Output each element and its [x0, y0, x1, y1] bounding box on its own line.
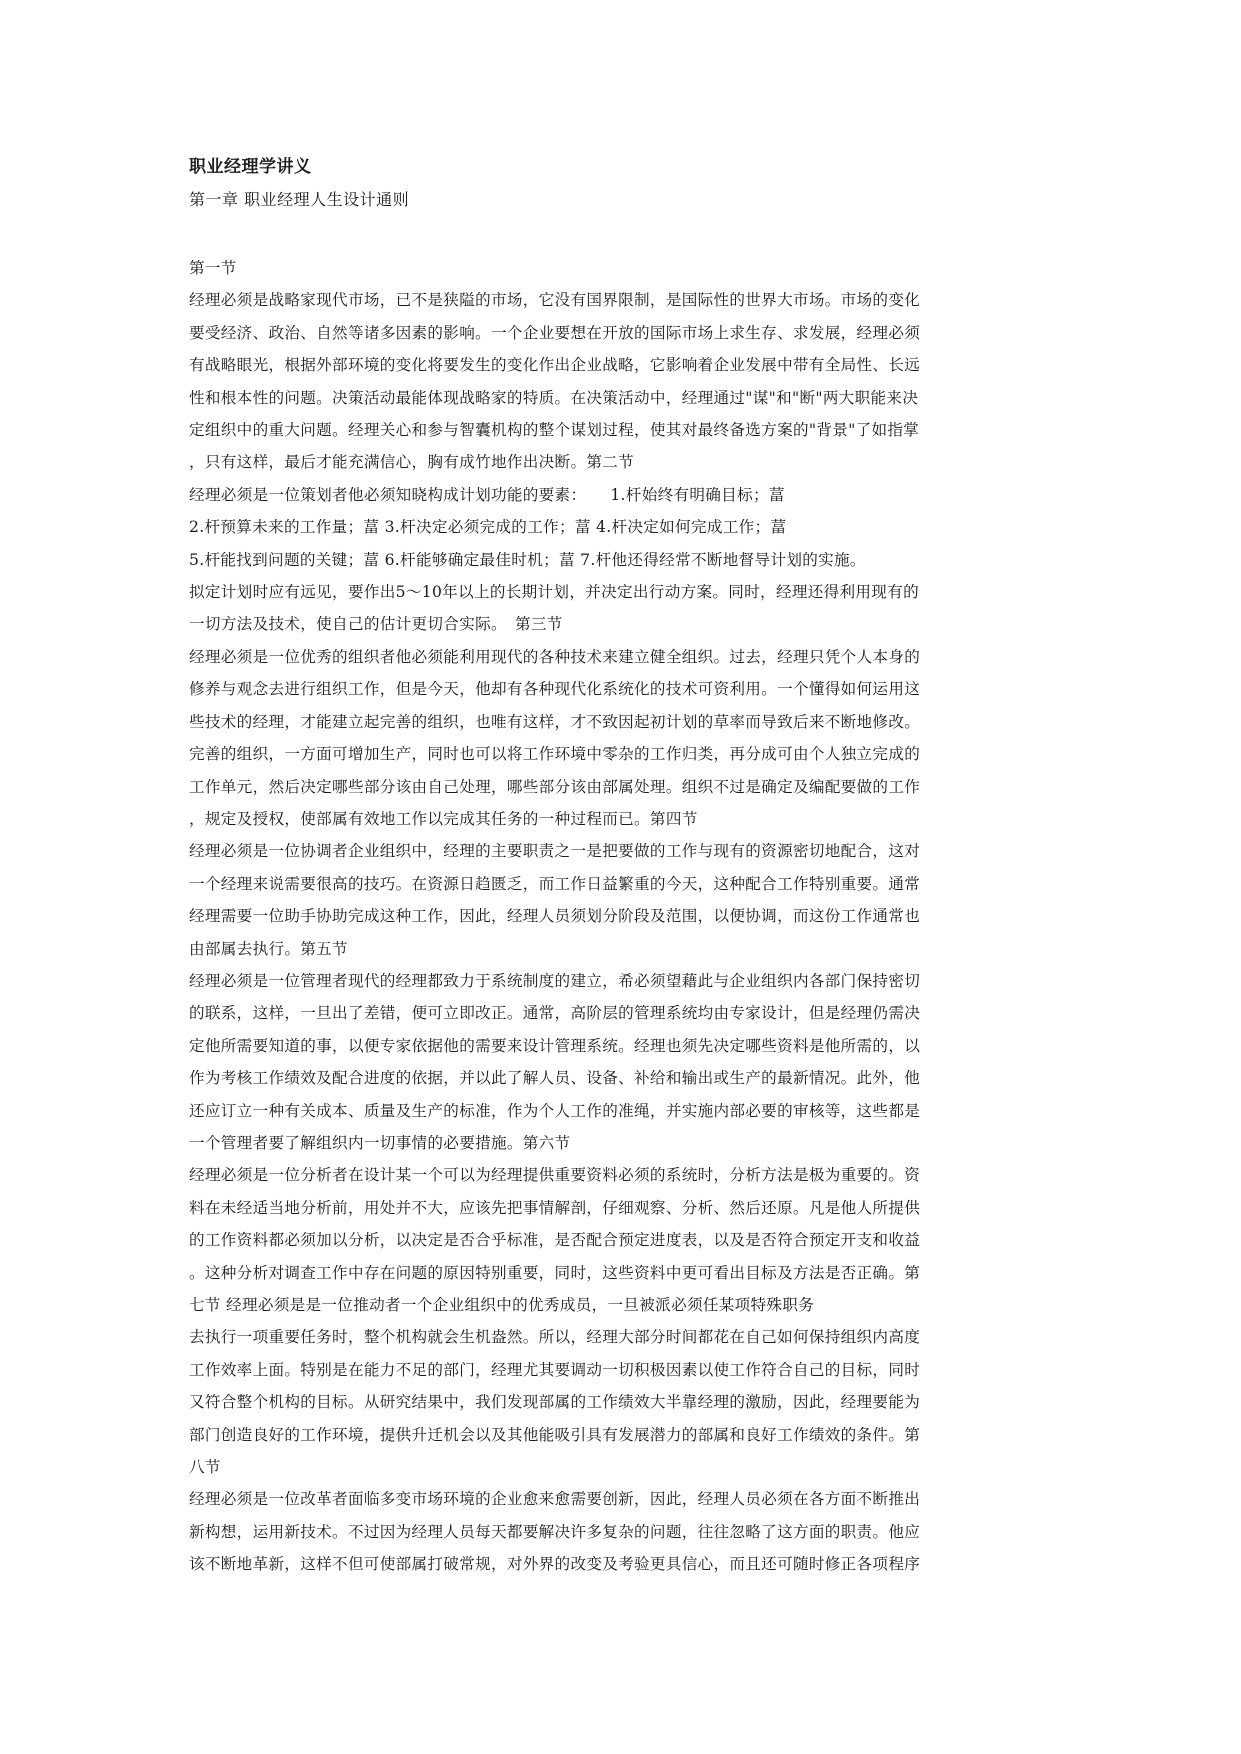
text-line: 又符合整个机构的目标。从研究结果中，我们发现部属的工作绩效大半靠经理的激励，因此，经理要能为: [189, 1393, 921, 1412]
text-line: 一个经理来说需要很高的技巧。在资源日趋匮乏，而工作日益繁重的今天，这种配合工作特别重要。通常: [189, 874, 921, 893]
text-line: 新构想，运用新技术。不过因为经理人员每天都要解决许多复杂的问题，往往忽略了这方面的职责。他应: [189, 1522, 921, 1541]
text-line: 要受经济、政治、自然等诸多因素的影响。一个企业要想在开放的国际市场上求生存、求发展，经理必须: [189, 323, 921, 342]
text-line: 2.杆预算未来的工作量；葍 3.杆决定必须完成的工作；葍 4.杆决定如何完成工作；葍: [189, 518, 787, 537]
text-line: 经理必须是一位优秀的组织者他必须能利用现代的各种技术来建立健全组织。过去，经理只凭个人本身的: [189, 647, 921, 666]
text-line: 的工作资料都必须加以分析，以决定是否合乎标准，是否配合预定进度表，以及是否符合预定开支和收益: [189, 1231, 921, 1250]
text-line: 经理必须是战略家现代市场，已不是狭隘的市场，它没有国界限制，是国际性的世界大市场。市场的变化: [189, 291, 921, 310]
text-line: ，只有这样，最后才能充满信心，胸有成竹地作出决断。第二节: [189, 453, 635, 472]
text-line: 八节: [189, 1458, 221, 1477]
text-line: ，规定及授权，使部属有效地工作以完成其任务的一种过程而已。第四节: [189, 809, 698, 828]
text-line: 些技术的经理，才能建立起完善的组织，也唯有这样，才不致因起初计划的草率而导致后来不断地修改。: [189, 712, 921, 731]
text-line: 修养与观念去进行组织工作，但是今天，他却有各种现代化系统化的技术可资利用。一个懂得如何运用这: [189, 680, 921, 699]
text-line: 经理必须是一位协调者企业组织中，经理的主要职责之一是把要做的工作与现有的资源密切地配合，这对: [189, 842, 921, 861]
text-line: 。这种分析对调查工作中存在问题的原因特别重要，同时，这些资料中更可看出目标及方法是否正确。第: [189, 1263, 921, 1282]
text-line: 料在未经适当地分析前，用处并不大，应该先把事情解剖，仔细观察、分析、然后还原。凡是他人所提供: [189, 1198, 921, 1217]
text-line: 经理必须是一位策划者他必须知晓构成计划功能的要素： 1.杆始终有明确目标；葍: [189, 485, 785, 504]
chapter-title: 第一章 职业经理人生设计通则: [189, 190, 410, 209]
text-line: 经理必须是一位改革者面临多变市场环境的企业愈来愈需要创新，因此，经理人员必须在各方面不断推出: [189, 1490, 921, 1509]
text-line: 一个管理者要了解组织内一切事情的必要措施。第六节: [189, 1133, 571, 1152]
text-line: 去执行一项重要任务时，整个机构就会生机盎然。所以，经理大部分时间都花在自己如何保持组织内高度: [189, 1328, 921, 1347]
text-line: 定他所需要知道的事，以便专家依据他的需要来设计管理系统。经理也须先决定哪些资料是他所需的，以: [189, 1036, 921, 1055]
text-line: 拟定计划时应有远见，要作出5～10年以上的长期计划，并决定出行动方案。同时，经理还得利用现有的: [189, 583, 919, 602]
text-line: 还应订立一种有关成本、质量及生产的标准，作为个人工作的准绳，并实施内部必要的审核等，这些都是: [189, 1101, 921, 1120]
text-line: 一切方法及技术，使自己的估计更切合实际。 第三节: [189, 615, 563, 634]
text-line: 性和根本性的问题。决策活动最能体现战略家的特质。在决策活动中，经理通过"谋"和"断"两大职能来决: [189, 388, 919, 407]
text-line: 作为考核工作绩效及配合进度的依据，并以此了解人员、设备、补给和输出或生产的最新情况。此外，他: [189, 1069, 921, 1088]
text-line: 定组织中的重大问题。经理关心和参与智囊机构的整个谋划过程，使其对最终备选方案的"背景"了如指掌: [189, 421, 920, 440]
text-line: 经理必须是一位分析者在设计某一个可以为经理提供重要资料必须的系统时，分析方法是极为重要的。资: [189, 1166, 921, 1185]
document-body: [189, 252, 1051, 1581]
text-line: 第一节: [189, 259, 237, 277]
text-line: 5.杆能找到问题的关键；葍 6.杆能够确定最佳时机；葍 7.杆他还得经常不断地督导计划的实施。: [189, 550, 866, 569]
text-line: 工作单元，然后决定哪些部分该由自己处理，哪些部分该由部属处理。组织不过是确定及编配要做的工作: [189, 777, 921, 796]
text-line: 部门创造良好的工作环境，提供升迁机会以及其他能吸引具有发展潜力的部属和良好工作绩效的条件。第: [189, 1425, 921, 1444]
text-line: 经理需要一位助手协助完成这种工作，因此，经理人员须划分阶段及范围，以便协调，而这份工作通常也: [189, 907, 921, 926]
text-line: 工作效率上面。特别是在能力不足的部门，经理尤其要调动一切积极因素以使工作符合自己的目标，同时: [189, 1360, 921, 1379]
text-line: 完善的组织，一方面可增加生产，同时也可以将工作环境中零杂的工作归类，再分成可由个人独立完成的: [189, 745, 921, 764]
document-page: [189, 152, 1051, 1581]
text-line: 的联系，这样，一旦出了差错，便可立即改正。通常，高阶层的管理系统均由专家设计，但是经理仍需决: [189, 1004, 921, 1023]
text-line: 有战略眼光，根据外部环境的变化将要发生的变化作出企业战略，它影响着企业发展中带有全局性、长远: [189, 356, 921, 375]
text-line: 经理必须是一位管理者现代的经理都致力于系统制度的建立，希必须望藉此与企业组织内各部门保持密切: [189, 971, 921, 990]
text-line: 七节 经理必须是是一位推动者一个企业组织中的优秀成员，一旦被派必须任某项特殊职务: [189, 1296, 815, 1314]
document-title: 职业经理学讲义: [189, 157, 312, 177]
text-line: 由部属去执行。第五节: [189, 939, 348, 958]
text-line: 该不断地革新，这样不但可使部属打破常规，对外界的改变及考验更具信心，而且还可随时修正各项程序: [189, 1555, 921, 1574]
